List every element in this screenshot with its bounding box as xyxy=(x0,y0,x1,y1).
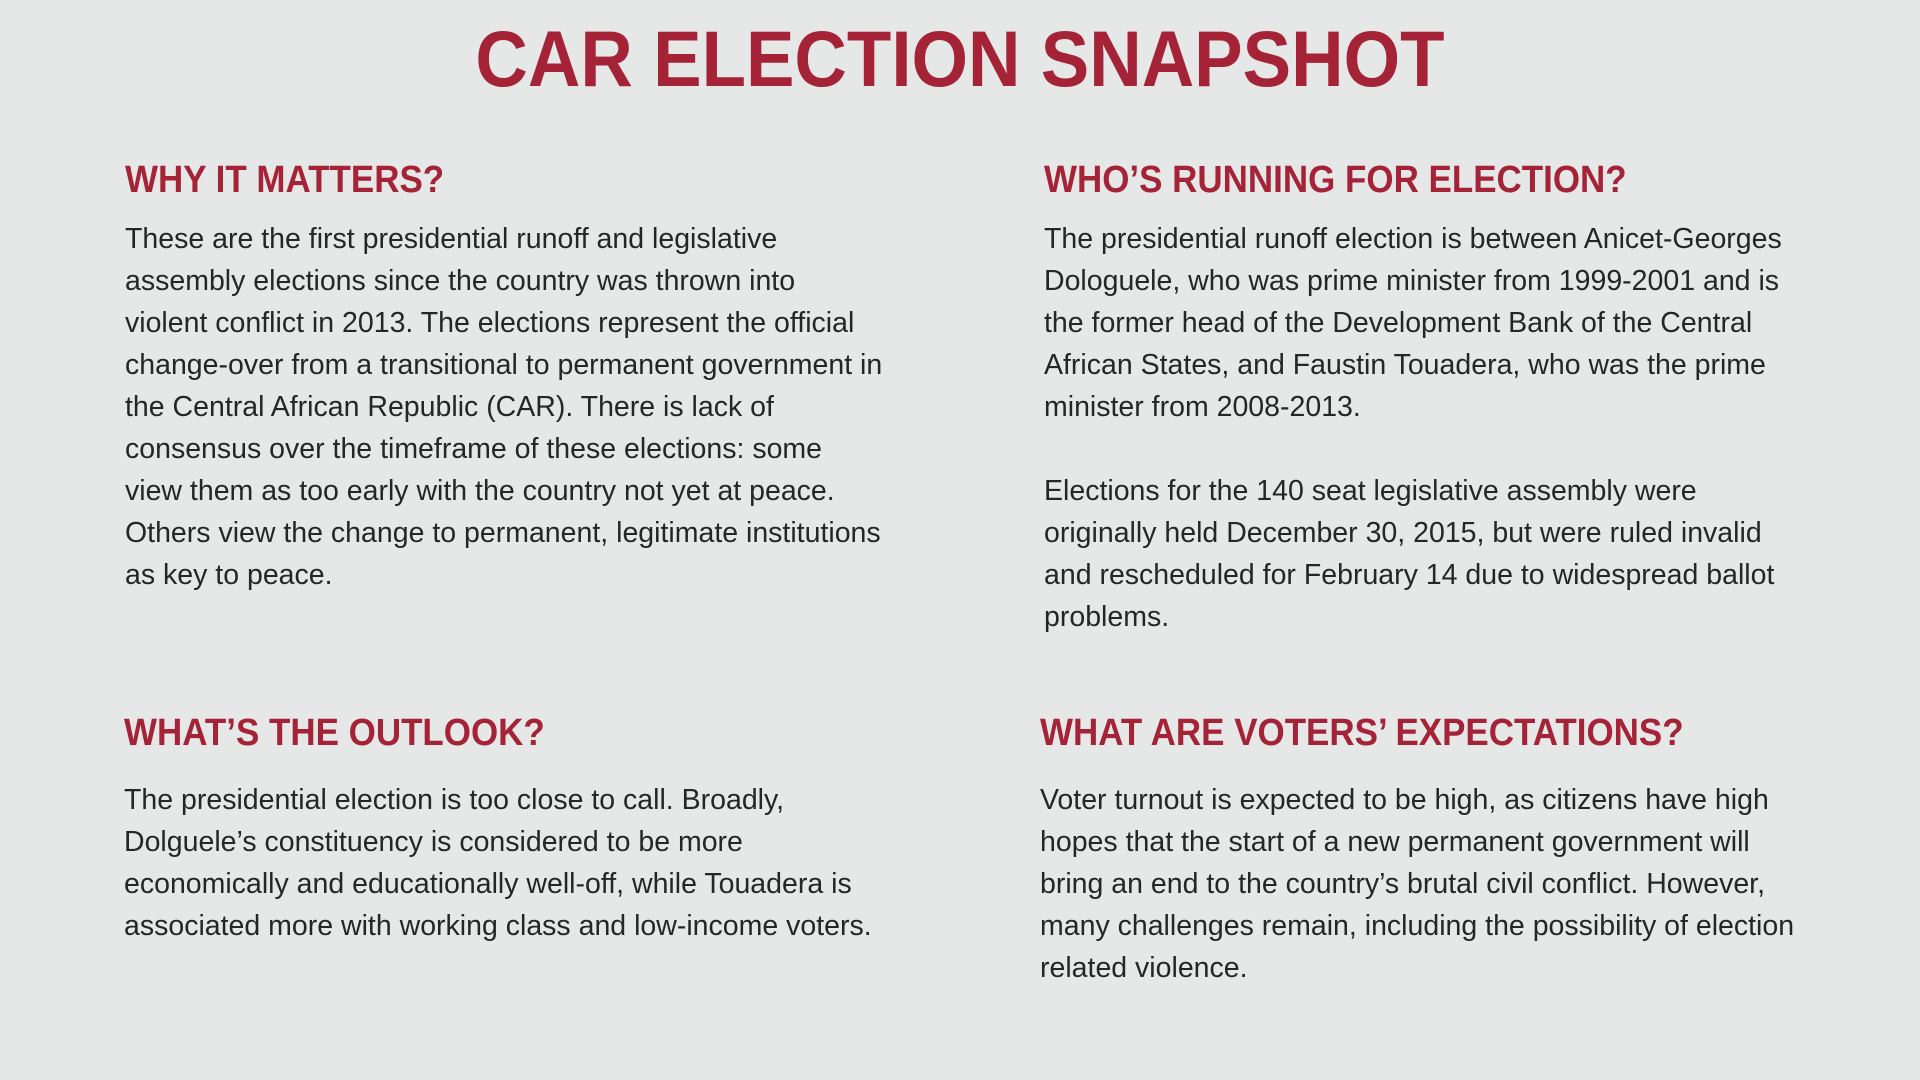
section-heading-voters-expectations: WHAT ARE VOTERS’ EXPECTATIONS? xyxy=(1040,712,1684,754)
section-heading-outlook: WHAT’S THE OUTLOOK? xyxy=(124,712,545,754)
section-body-whos-running-presidential: The presidential runoff election is between Anicet-Georges Dologuele, who was prime minister from 1999-2001 and is the former head of the Development Bank of the Central African States, and Faustin Touadera, who was the prime minister from 2008-2013. xyxy=(1044,223,1782,423)
section-heading-why-it-matters: WHY IT MATTERS? xyxy=(125,159,445,201)
section-heading-whos-running: WHO’S RUNNING FOR ELECTION? xyxy=(1044,159,1627,201)
section-body-outlook: The presidential election is too close to call. Broadly, Dolguele’s constituency is considered to be more economically and educationally well-off, while Touadera is associated more with working class and low-income voters. xyxy=(124,784,872,942)
section-body-voters-expectations: Voter turnout is expected to be high, as citizens have high hopes that the start of a new permanent government will bring an end to the country’s brutal civil conflict. However, many challenges remain, including the possibility of election related violence. xyxy=(1040,784,1795,984)
section-voters-expectations xyxy=(1040,711,1810,989)
page-title: CAR ELECTION SNAPSHOT xyxy=(475,14,1445,103)
section-why-it-matters xyxy=(125,158,895,596)
section-body-why-it-matters: These are the first presidential runoff and legislative assembly elections since the country was thrown into violent conflict in 2013. The elections represent the official change-over from a transitional to permanent government in the Central African Republic (CAR). There is lack of consensus over the timeframe of these elections: some view them as too early with the country not yet at peace. Others view the change to permanent, legitimate institutions as key to peace. xyxy=(125,223,883,591)
section-outlook xyxy=(124,711,894,947)
section-whos-running xyxy=(1044,158,1814,638)
section-body-whos-running-legislative: Elections for the 140 seat legislative assembly were originally held December 30, 2015, but were ruled invalid and rescheduled for February 14 due to widespread ballot problems. xyxy=(1044,475,1775,633)
